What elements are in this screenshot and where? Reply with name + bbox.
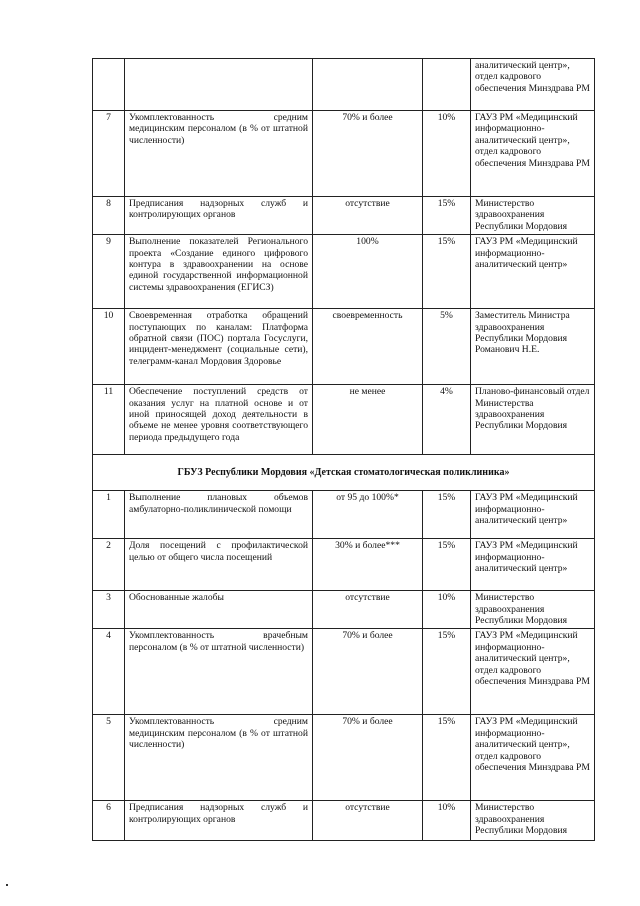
table-row xyxy=(93,235,595,309)
indicator-cell: Укомплектованность средним медицинским персоналом (в % от штатной численности) xyxy=(125,111,313,197)
section-title: ГБУЗ Республики Мордовия «Детская стоматологическая поликлиника» xyxy=(93,455,595,491)
table-row xyxy=(93,197,595,235)
target-value-cell: не менее xyxy=(313,385,423,455)
indicator-cell: Укомплектованность средним медицинским персоналом (в % от штатной численности) xyxy=(125,715,313,801)
target-value-cell: 70% и более xyxy=(313,629,423,715)
table-row xyxy=(93,385,595,455)
row-number: 11 xyxy=(93,385,125,455)
responsible-cell: аналитический центр», отдел кадрового обеспечения Минздрава РМ xyxy=(471,59,595,111)
indicator-cell: Выполнение показателей Регионального проекта «Создание единого цифрового контура в здравоохранении на основе единой государственной информационной системы здравоохранения (ЕГИСЗ) xyxy=(125,235,313,309)
row-number: 10 xyxy=(93,309,125,385)
row-number: 7 xyxy=(93,111,125,197)
indicator-cell: Выполнение плановых объемов амбулаторно-поликлинической помощи xyxy=(125,491,313,539)
indicator-cell: Обоснованные жалобы xyxy=(125,591,313,629)
weight-cell: 15% xyxy=(423,715,471,801)
scan-speck xyxy=(6,884,8,886)
table-row xyxy=(93,491,595,539)
row-number: 1 xyxy=(93,491,125,539)
indicator-cell: Доля посещений с профилактической целью от общего числа посещений xyxy=(125,539,313,591)
target-value-cell xyxy=(313,59,423,111)
responsible-cell: ГАУЗ РМ «Медицинский информационно-аналитический центр» xyxy=(471,539,595,591)
weight-cell: 15% xyxy=(423,539,471,591)
table-row xyxy=(93,715,595,801)
responsible-cell: Министерство здравоохранения Республики Мордовия xyxy=(471,197,595,235)
target-value-cell: 70% и более xyxy=(313,715,423,801)
indicator-cell: Укомплектованность врачебным персоналом (в % от штатной численности) xyxy=(125,629,313,715)
indicator-cell: Предписания надзорных служб и контролирующих органов xyxy=(125,197,313,235)
weight-cell: 10% xyxy=(423,111,471,197)
row-number: 9 xyxy=(93,235,125,309)
target-value-cell: отсутствие xyxy=(313,801,423,841)
responsible-cell: Планово-финансовый отдел Министерства здравоохранения Республики Мордовия xyxy=(471,385,595,455)
row-number: 6 xyxy=(93,801,125,841)
target-value-cell: 100% xyxy=(313,235,423,309)
row-number: 2 xyxy=(93,539,125,591)
row-number: 4 xyxy=(93,629,125,715)
target-value-cell: отсутствие xyxy=(313,591,423,629)
responsible-cell: ГАУЗ РМ «Медицинский информационно-аналитический центр» xyxy=(471,491,595,539)
indicator-cell: Обеспечение поступлений средств от оказания услуг на платной основе и от иной приносящей доход деятельности в объеме не менее уровня соответствующего периода предыдущего года xyxy=(125,385,313,455)
responsible-cell: ГАУЗ РМ «Медицинский информационно-аналитический центр», отдел кадрового обеспечения Минздрава РМ xyxy=(471,715,595,801)
responsible-cell: ГАУЗ РМ «Медицинский информационно-аналитический центр» xyxy=(471,235,595,309)
weight-cell: 15% xyxy=(423,197,471,235)
responsible-cell: ГАУЗ РМ «Медицинский информационно-аналитический центр», отдел кадрового обеспечения Минздрава РМ xyxy=(471,629,595,715)
weight-cell: 10% xyxy=(423,801,471,841)
weight-cell xyxy=(423,59,471,111)
weight-cell: 4% xyxy=(423,385,471,455)
responsible-cell: Министерство здравоохранения Республики Мордовия xyxy=(471,801,595,841)
weight-cell: 15% xyxy=(423,491,471,539)
weight-cell: 15% xyxy=(423,629,471,715)
indicator-cell xyxy=(125,59,313,111)
row-number: 8 xyxy=(93,197,125,235)
table-row xyxy=(93,111,595,197)
indicators-table xyxy=(92,58,595,841)
table-row xyxy=(93,591,595,629)
table-row xyxy=(93,59,595,111)
target-value-cell: от 95 до 100%* xyxy=(313,491,423,539)
weight-cell: 10% xyxy=(423,591,471,629)
table-row xyxy=(93,801,595,841)
row-number: 3 xyxy=(93,591,125,629)
table-row xyxy=(93,539,595,591)
weight-cell: 5% xyxy=(423,309,471,385)
responsible-cell: Министерство здравоохранения Республики Мордовия xyxy=(471,591,595,629)
target-value-cell: отсутствие xyxy=(313,197,423,235)
indicator-cell: Предписания надзорных служб и контролирующих органов xyxy=(125,801,313,841)
target-value-cell: своевременность xyxy=(313,309,423,385)
responsible-cell: ГАУЗ РМ «Медицинский информационно-аналитический центр», отдел кадрового обеспечения Минздрава РМ xyxy=(471,111,595,197)
row-number xyxy=(93,59,125,111)
row-number: 5 xyxy=(93,715,125,801)
target-value-cell: 30% и более*** xyxy=(313,539,423,591)
table-row xyxy=(93,629,595,715)
target-value-cell: 70% и более xyxy=(313,111,423,197)
section-header-row xyxy=(93,455,595,491)
weight-cell: 15% xyxy=(423,235,471,309)
table-row xyxy=(93,309,595,385)
indicator-cell: Своевременная отработка обращений поступающих по каналам: Платформа обратной связи (ПОС) портала Госуслуги, инцидент-менеджмент (социальные сети), телеграмм-канал Мордовия Здоровье xyxy=(125,309,313,385)
responsible-cell: Заместитель Министра здравоохранения Республики Мордовия Романович Н.Е. xyxy=(471,309,595,385)
